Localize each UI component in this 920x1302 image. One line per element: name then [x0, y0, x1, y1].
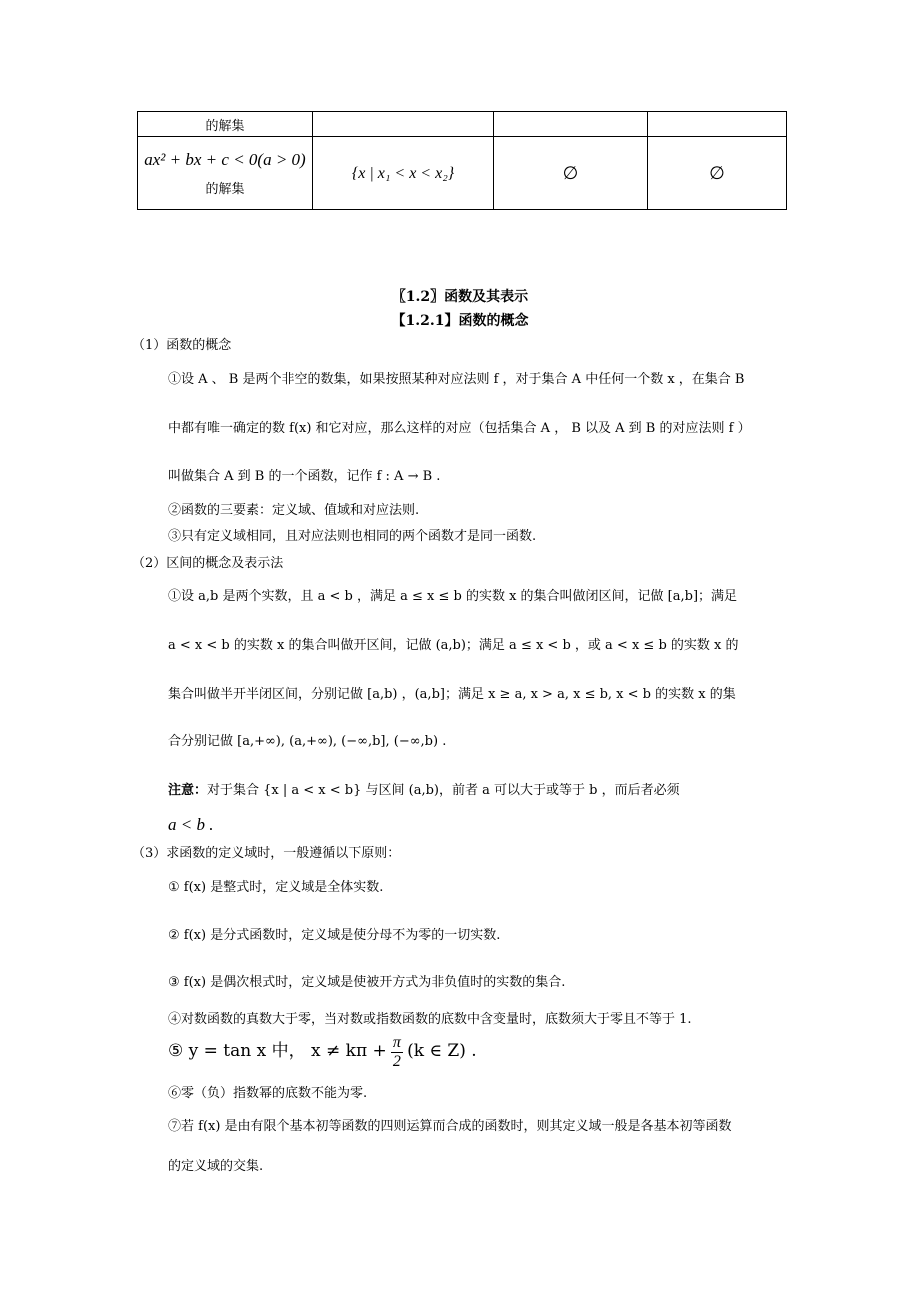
text-line: a < b . — [168, 815, 214, 834]
formula-text: ⑤ y = tan x 中， x ≠ kπ + — [168, 1041, 387, 1061]
fraction-numerator: π — [392, 1034, 401, 1051]
paragraph-title: （3）求函数的定义域时，一般遵循以下原则： — [132, 846, 401, 861]
table-cell — [494, 137, 648, 210]
paragraph-title: （1）函数的概念 — [132, 338, 232, 353]
solution-set-label: 的解集 — [205, 181, 245, 197]
subsection-heading: 【1.2.1】函数的概念 — [391, 313, 529, 329]
empty-set-symbol: ∅ — [709, 162, 725, 184]
text-line: 的定义域的交集. — [168, 1159, 264, 1174]
note-line — [168, 779, 680, 798]
table-cell: 的解集 — [138, 112, 313, 137]
table-cell — [138, 137, 313, 210]
table-cell — [648, 112, 787, 137]
inequality-expression: ax² + bx + c < 0(a > 0) — [144, 149, 306, 169]
text-line: ⑥零（负）指数幂的底数不能为零. — [168, 1086, 368, 1101]
section-heading: 〖1.2〗函数及其表示 — [391, 289, 529, 305]
table-row — [138, 112, 787, 137]
solution-set: {x | x₁ < x < x₂} — [351, 165, 455, 182]
paragraph-title: （2）区间的概念及表示法 — [132, 556, 284, 571]
text-line: ③ f(x) 是偶次根式时，定义域是使被开方式为非负值时的实数的集合. — [168, 975, 566, 990]
text-line: ⑦若 f(x) 是由有限个基本初等函数的四则运算而合成的函数时，则其定义域一般是各基本初等函数 — [168, 1119, 732, 1134]
fraction — [391, 1034, 403, 1071]
table-row — [138, 137, 787, 210]
table-cell — [313, 137, 494, 210]
text-line: 叫做集合 A 到 B 的一个函数，记作 f : A → B . — [168, 469, 441, 484]
empty-set-symbol: ∅ — [562, 162, 579, 184]
text-line: a < x < b 的实数 x 的集合叫做开区间，记做 (a,b)；满足 a ≤ x < b ，或 a < x ≤ b 的实数 x 的 — [168, 638, 739, 653]
text-line: 中都有唯一确定的数 f(x) 和它对应，那么这样的对应（包括集合 A ， B 以及 A 到 B 的对应法则 f ） — [168, 421, 751, 436]
inequality-solution-table — [137, 111, 787, 210]
text-line: ② f(x) 是分式函数时，定义域是使分母不为零的一切实数. — [168, 928, 501, 943]
formula-text: (k ∈ Z) . — [407, 1041, 477, 1061]
text-line: ①设 A 、 B 是两个非空的数集，如果按照某种对应法则 f ，对于集合 A 中任何一个数 x ，在集合 B — [168, 372, 745, 387]
text-line: ①设 a,b 是两个实数，且 a < b ，满足 a ≤ x ≤ b 的实数 x 的集合叫做闭区间，记做 [a,b]；满足 — [168, 589, 738, 604]
table-cell — [494, 112, 648, 137]
note-label: 注意： — [168, 783, 208, 798]
table-cell — [648, 137, 787, 210]
fraction-denominator: 2 — [392, 1053, 401, 1070]
text-line: ③只有定义域相同，且对应法则也相同的两个函数才是同一函数. — [168, 529, 537, 544]
text-line: ① f(x) 是整式时，定义域是全体实数. — [168, 880, 384, 895]
note-text: 对于集合 {x | a < x < b} 与区间 (a,b)，前者 a 可以大于或等于 b ，而后者必须 — [207, 783, 680, 798]
text-line: 合分别记做 [a,+∞), (a,+∞), (−∞,b], (−∞,b) . — [168, 734, 447, 749]
text-line: ④对数函数的真数大于零，当对数或指数函数的底数中含变量时，底数须大于零且不等于 1. — [168, 1012, 692, 1027]
text-line: ②函数的三要素：定义域、值域和对应法则. — [168, 503, 420, 518]
formula-line — [168, 1034, 477, 1071]
table-cell — [313, 112, 494, 137]
text-line: 集合叫做半开半闭区间，分别记做 [a,b) ，(a,b]；满足 x ≥ a, x > a, x ≤ b, x < b 的实数 x 的集 — [168, 687, 736, 702]
